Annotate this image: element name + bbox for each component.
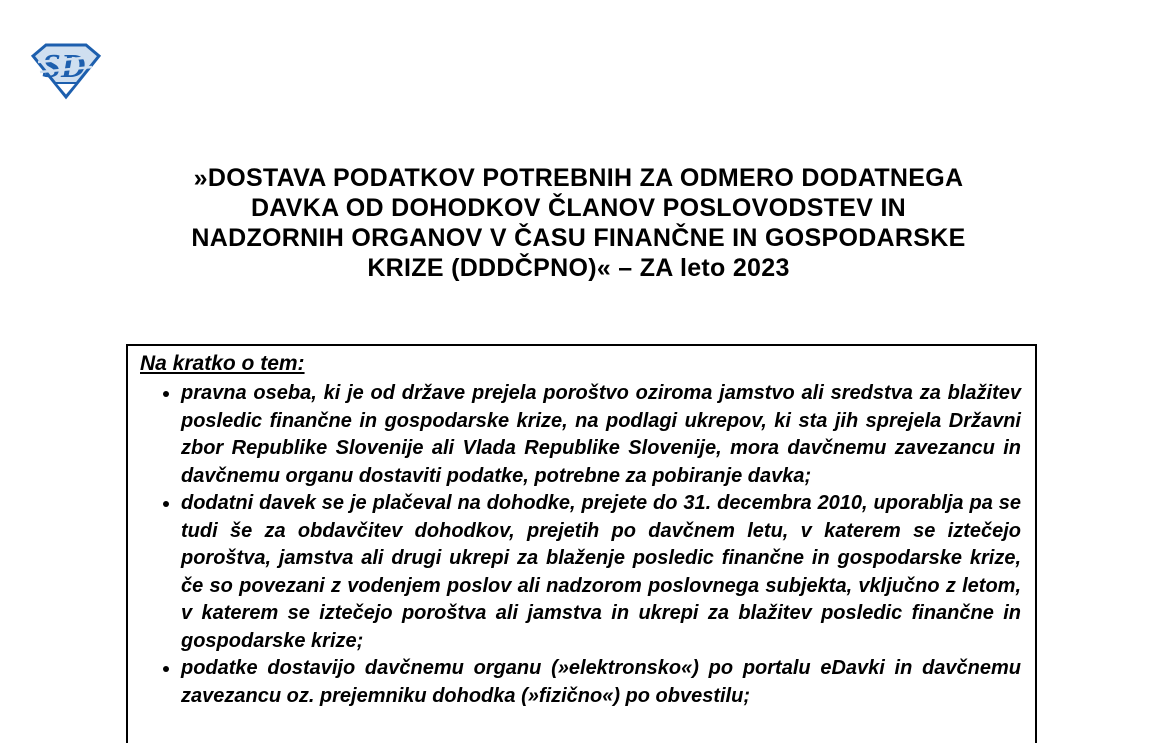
page-title (0, 163, 1157, 283)
summary-bullet-item: • pravna oseba, ki je od države prejela poroštvo oziroma jamstvo ali sredstva za blažitev posledic finančne in gospodarske krize, na podlagi ukrepov, ki sta jih sprejela Državni zbor Republike Slovenije ali Vlada Republike Slovenije, mora davčnemu zavezancu in davčnemu organu dostaviti podatke, potrebne za pobiranje davka; (181, 380, 1023, 490)
summary-box-heading: Na kratko o tem: (140, 352, 305, 375)
page-title-line-2: DAVKA OD DOHODKOV ČLANOV POSLOVODSTEV IN (250, 194, 907, 222)
page-title-line-3: NADZORNIH ORGANOV V ČASU FINANČNE IN GOSPODARSKE (191, 224, 966, 252)
sd-shield-logo-icon (30, 42, 102, 100)
svg-text:SD: SD (42, 48, 86, 85)
page-title-line-1: »DOSTAVA PODATKOV POTREBNIH ZA ODMERO DODATNEGA (193, 164, 964, 192)
summary-bullet-list (140, 380, 1023, 710)
summary-box (126, 344, 1037, 743)
summary-bullet-item: • podatke dostavijo davčnemu organu (»elektronsko«) po portalu eDavki in davčnemu zavezancu oz. prejemniku dohodka (»fizično«) po obvestilu; (181, 655, 1023, 710)
summary-bullet-item: • dodatni davek se je plačeval na dohodke, prejete do 31. decembra 2010, uporablja pa se tudi še za obdavčitev dohodkov, prejetih po davčnem letu, v katerem se iztečejo poroštva, jamstva ali drugi ukrepi za blaženje posledic finančne in gospodarske krize, če so povezani z vodenjem poslov ali nadzorom poslovnega subjekta, vključno z letom, v katerem se iztečejo poroštva ali jamstva in ukrepi za blažitev posledic finančne in gospodarske krize; (181, 490, 1023, 655)
page-title-line-4: KRIZE (DDDČPNO)« – ZA leto 2023 (367, 254, 790, 282)
